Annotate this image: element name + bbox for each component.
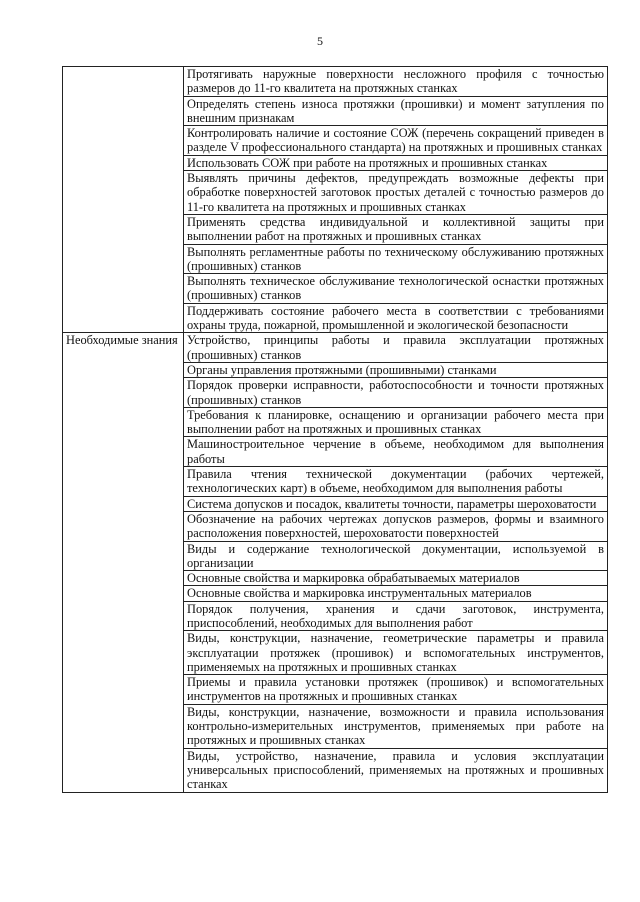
table-cell: Виды, конструкции, назначение, геометрические параметры и правила эксплуатации протяжек (прошивок) и вспомогательных инструментов, применяемых на протяжных и прошивных станках: [184, 631, 608, 675]
table-cell: Основные свойства и маркировка инструментальных материалов: [184, 586, 608, 601]
table-cell: Выявлять причины дефектов, предупреждать возможные дефекты при обработке поверхностей заготовок простых деталей с точностью размеров до 11-го квалитета на протяжных и прошивных станках: [184, 171, 608, 215]
table-cell: Устройство, принципы работы и правила эксплуатации протяжных (прошивных) станков: [184, 333, 608, 363]
table-cell: Протягивать наружные поверхности несложного профиля с точностью размеров до 11-го квалитета на протяжных станках: [184, 67, 608, 97]
table-cell: Приемы и правила установки протяжек (прошивок) и вспомогательных инструментов на протяжных и прошивных станках: [184, 675, 608, 705]
table-cell: Требования к планировке, оснащению и организации рабочего места при выполнении работ на протяжных и прошивных станках: [184, 407, 608, 437]
table-cell: Правила чтения технической документации (рабочих чертежей, технологических карт) в объеме, необходимом для выполнения работы: [184, 467, 608, 497]
table-cell: Виды, устройство, назначение, правила и условия эксплуатации универсальных приспособлений, применяемых на протяжных и прошивных станках: [184, 748, 608, 792]
table-cell: Выполнять регламентные работы по техническому обслуживанию протяжных (прошивных) станков: [184, 244, 608, 274]
table-cell: Органы управления протяжными (прошивными) станками: [184, 362, 608, 377]
table-cell: Виды и содержание технологической документации, используемой в организации: [184, 541, 608, 571]
table-cell: Система допусков и посадок, квалитеты точности, параметры шероховатости: [184, 496, 608, 511]
table-row: [63, 333, 608, 363]
table-cell: Определять степень износа протяжки (прошивки) и момент затупления по внешним признакам: [184, 96, 608, 126]
table-row: [63, 67, 608, 97]
table-cell: Использовать СОЖ при работе на протяжных и прошивных станках: [184, 155, 608, 170]
table-cell: Порядок получения, хранения и сдачи заготовок, инструмента, приспособлений, необходимых для выполнения работ: [184, 601, 608, 631]
requirements-table: [62, 66, 608, 793]
table-cell: Машиностроительное черчение в объеме, необходимом для выполнения работы: [184, 437, 608, 467]
table-cell: Применять средства индивидуальной и коллективной защиты при выполнении работ на протяжных и прошивных станках: [184, 214, 608, 244]
table-cell: Обозначение на рабочих чертежах допусков размеров, формы и взаимного расположения поверхностей, шероховатости поверхностей: [184, 511, 608, 541]
section-label: Необходимые знания: [63, 333, 184, 792]
table-cell: Выполнять техническое обслуживание технологической оснастки протяжных (прошивных) станков: [184, 274, 608, 304]
section-label: [63, 67, 184, 333]
table-cell: Основные свойства и маркировка обрабатываемых материалов: [184, 571, 608, 586]
table-cell: Порядок проверки исправности, работоспособности и точности протяжных (прошивных) станков: [184, 378, 608, 408]
table-cell: Поддерживать состояние рабочего места в соответствии с требованиями охраны труда, пожарной, промышленной и экологической безопасности: [184, 303, 608, 333]
table-cell: Виды, конструкции, назначение, возможности и правила использования контрольно-измерительных инструментов, применяемых при работе на протяжных и прошивных станках: [184, 704, 608, 748]
page-number: 5: [317, 34, 323, 48]
table-cell: Контролировать наличие и состояние СОЖ (перечень сокращений приведен в разделе V профессионального стандарта) на протяжных и прошивных станках: [184, 126, 608, 156]
